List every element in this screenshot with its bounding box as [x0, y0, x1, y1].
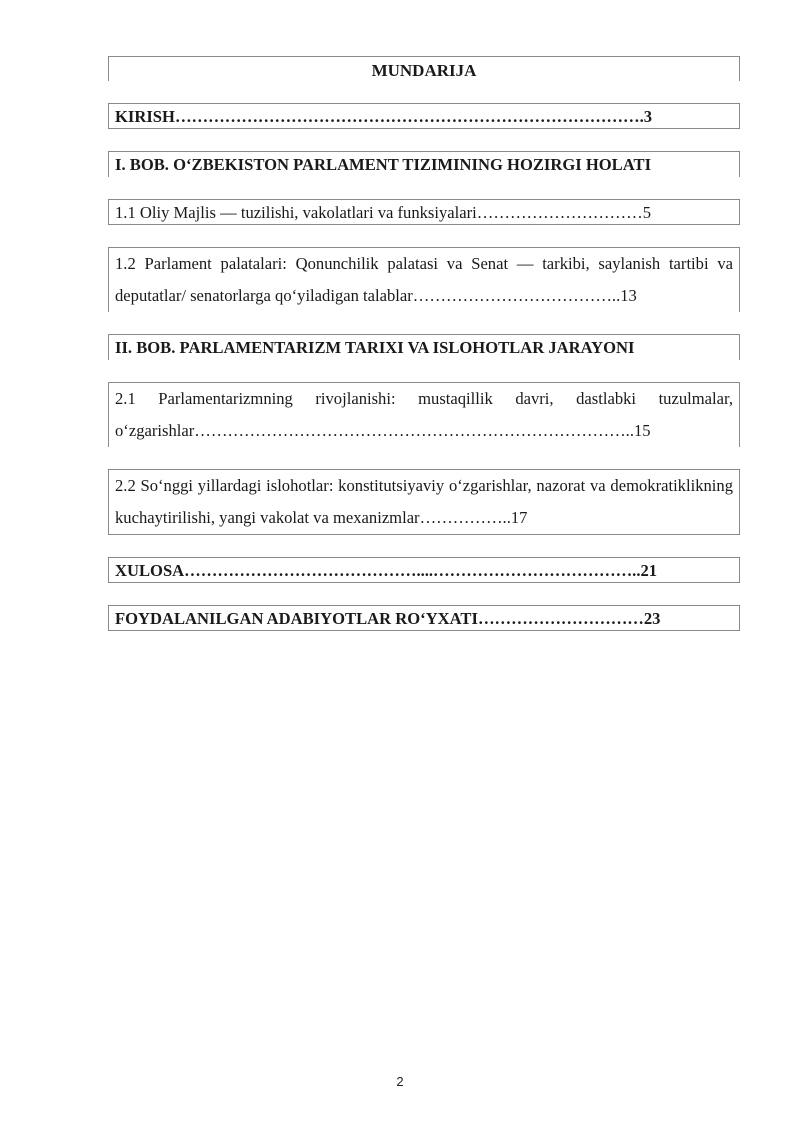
toc-entry-section-1-1: 1.1 Oliy Majlis — tuzilishi, vakolatlari va funksiyalari…………………………5	[108, 199, 740, 225]
toc-entry-section-2-2: 2.2 So‘nggi yillardagi islohotlar: konstitutsiyaviy o‘zgarishlar, nazorat va demokratiklikning kuchaytirilishi, yangi vakolat va mexanizmlar……………..17	[108, 469, 740, 535]
page-number: 2	[396, 1074, 404, 1089]
toc-title: MUNDARIJA	[108, 56, 740, 81]
toc-entry-chapter-2: II. BOB. PARLAMENTARIZM TARIXI VA ISLOHOTLAR JARAYONI	[108, 334, 740, 360]
toc-entry-section-1-2: 1.2 Parlament palatalari: Qonunchilik palatasi va Senat — tarkibi, saylanish tartibi va deputatlar/ senatorlarga qo‘yiladigan talablar………………………………..13	[108, 247, 740, 312]
toc-entry-chapter-1: I. BOB. O‘ZBEKISTON PARLAMENT TIZIMINING HOZIRGI HOLATI	[108, 151, 740, 177]
toc-entry-section-2-1: 2.1 Parlamentarizmning rivojlanishi: mustaqillik davri, dastlabki tuzulmalar, o‘zgarishlar……………………………………………………………………..15	[108, 382, 740, 447]
toc-entry-conclusion: XULOSA……………………………………....………………………………..21	[108, 557, 740, 583]
toc-entry-bibliography: FOYDALANILGAN ADABIYOTLAR RO‘YXATI…………………………23	[108, 605, 740, 631]
toc-entry-introduction: KIRISH………………………………………………………………………….3	[108, 103, 740, 129]
table-of-contents	[108, 56, 740, 653]
